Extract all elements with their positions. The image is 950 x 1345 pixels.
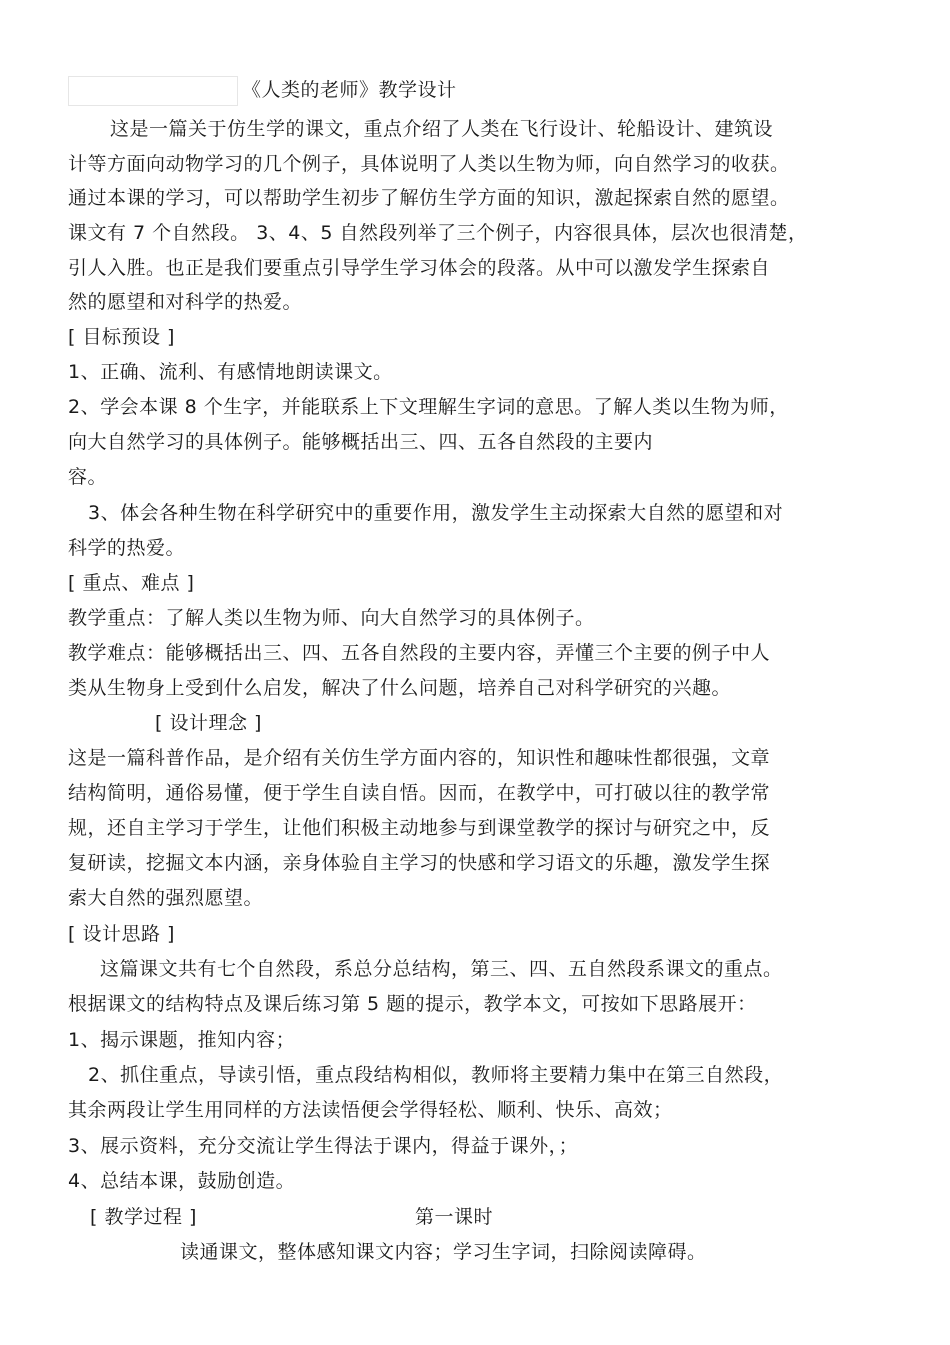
goal-item-1: 1、正确、流利、有感情地朗读课文。 [68, 361, 393, 383]
intro-line-5: 引人入胜。也正是我们要重点引导学生学习体会的段落。从中可以激发学生探索自 [68, 257, 771, 279]
approach-line-1: 这篇课文共有七个自然段，系总分总结构，第三、四、五自然段系课文的重点。 [100, 958, 783, 980]
section-heading-goals: [ 目标预设 ] [68, 326, 175, 348]
approach-step-2: 2、抓住重点，导读引悟，重点段结构相似，教师将主要精力集中在第三自然段， [88, 1064, 784, 1086]
section-heading-key-points: [ 重点、难点 ] [68, 572, 195, 594]
lesson-period-label: 第一课时 [415, 1206, 494, 1228]
intro-line-6: 然的愿望和对科学的热爱。 [68, 291, 303, 313]
section-heading-teaching-process: [ 教学过程 ] [90, 1206, 197, 1228]
concept-line-4: 复研读，挖掘文本内涵，亲身体验自主学习的快感和学习语文的乐趣，激发学生探 [68, 852, 771, 874]
goal-item-3-cont: 科学的热爱。 [68, 537, 186, 559]
approach-step-3: 3、展示资料，充分交流让学生得法于课内，得益于课外，； [68, 1135, 579, 1157]
goal-item-2-cont: 向大自然学习的具体例子。能够概括出三、四、五各自然段的主要内 [68, 431, 654, 453]
intro-line-3: 通过本课的学习，可以帮助学生初步了解仿生学方面的知识，激起探索自然的愿望。 [68, 187, 790, 209]
concept-line-2: 结构简明，通俗易懂，便于学生自读自悟。因而，在教学中，可打破以往的教学常 [68, 782, 771, 804]
intro-line-4: 课文有 7 个自然段。 3、4、5 自然段列举了三个例子，内容很具体，层次也很清楚， [68, 222, 808, 244]
intro-line-2: 计等方面向动物学习的几个例子，具体说明了人类以生物为师，向自然学习的收获。 [68, 153, 790, 175]
approach-line-2: 根据课文的结构特点及课后练习第 5 题的提示，教学本文，可按如下思路展开： [68, 993, 757, 1015]
teaching-difficulty-cont: 类从生物身上受到什么启发，解决了什么问题，培养自己对科学研究的兴趣。 [68, 677, 732, 699]
goal-item-2-end: 容。 [68, 466, 108, 488]
goal-item-3: 3、体会各种生物在科学研究中的重要作用，激发学生主动探索大自然的愿望和对 [88, 502, 784, 524]
approach-step-1: 1、揭示课题，推知内容； [68, 1029, 296, 1051]
concept-line-1: 这是一篇科普作品，是介绍有关仿生学方面内容的，知识性和趣味性都很强，文章 [68, 747, 771, 769]
intro-line-1: 这是一篇关于仿生学的课文，重点介绍了人类在飞行设计、轮船设计、建筑设 [110, 118, 774, 140]
teaching-key-point: 教学重点：了解人类以生物为师、向大自然学习的具体例子。 [68, 607, 595, 629]
section-heading-design-concept: [ 设计理念 ] [155, 712, 262, 734]
teaching-difficulty: 教学难点：能够概括出三、四、五各自然段的主要内容，弄懂三个主要的例子中人 [68, 642, 771, 664]
goal-item-2: 2、学会本课 8 个生字，并能联系上下文理解生字词的意思。了解人类以生物为师， [68, 396, 789, 418]
approach-step-4: 4、总结本课，鼓励创造。 [68, 1170, 296, 1192]
title-blank-box [68, 76, 238, 106]
document-title: 《人类的老师》教学设计 [242, 79, 457, 101]
concept-line-5: 索大自然的强烈愿望。 [68, 887, 264, 909]
lesson-objective: 读通课文，整体感知课文内容；学习生字词，扫除阅读障碍。 [180, 1241, 707, 1263]
concept-line-3: 规，还自主学习于学生，让他们积极主动地参与到课堂教学的探讨与研究之中，反 [68, 817, 771, 839]
section-heading-design-approach: [ 设计思路 ] [68, 923, 175, 945]
approach-step-2-cont: 其余两段让学生用同样的方法读悟便会学得轻松、顺利、快乐、高效； [68, 1099, 673, 1121]
